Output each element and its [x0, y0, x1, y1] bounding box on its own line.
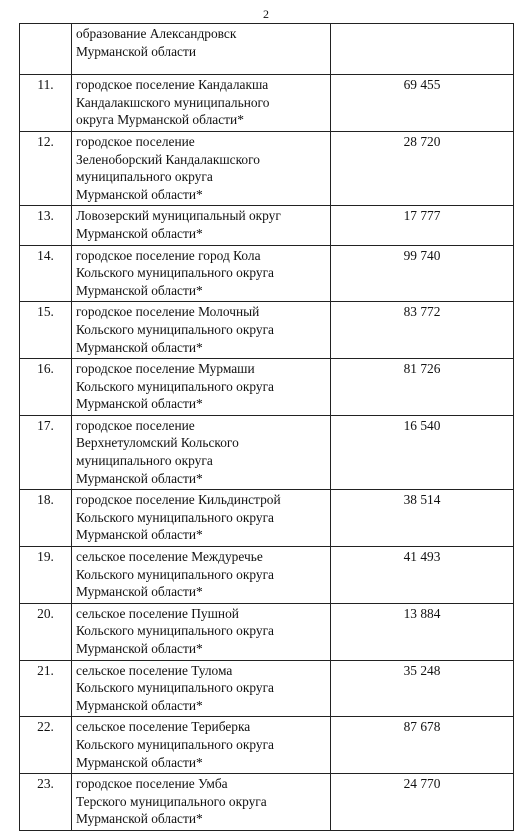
municipality-name-line: Верхнетуломский Кольского	[76, 435, 239, 451]
table-row	[20, 547, 514, 604]
table-row	[20, 660, 514, 717]
table-row	[20, 302, 514, 359]
table-row	[20, 206, 514, 245]
municipality-name	[72, 75, 331, 132]
municipality-name	[72, 774, 331, 831]
population-value: 24 770	[331, 774, 514, 831]
page-number: 2	[263, 7, 269, 21]
municipality-name	[72, 603, 331, 660]
municipality-name-line: сельское поселение Пушной	[76, 605, 239, 621]
municipality-name-line: Кольского муниципального округа	[76, 321, 275, 337]
table-row	[20, 603, 514, 660]
row-number	[20, 24, 72, 75]
municipality-name-line: сельское поселение Междуречье	[76, 549, 263, 565]
row-number: 17.	[20, 415, 72, 489]
municipality-name-line: Кольского муниципального округа	[76, 736, 275, 752]
municipality-name-line: Мурманской области*	[76, 584, 203, 600]
municipality-name-line: Мурманской области*	[76, 282, 203, 298]
table-row	[20, 717, 514, 774]
row-number: 13.	[20, 206, 72, 245]
table-row	[20, 24, 514, 75]
municipality-name-line: Мурманской области*	[76, 527, 203, 543]
municipality-name-line: Мурманской области	[76, 43, 196, 59]
table-row	[20, 490, 514, 547]
municipality-name-line: городское поселение город Кола	[76, 247, 261, 263]
population-value: 99 740	[331, 245, 514, 302]
municipality-name-line: Мурманской области*	[76, 186, 203, 202]
municipality-name-line: городское поселение Умба	[76, 776, 228, 792]
municipality-name-line: Кольского муниципального округа	[76, 566, 275, 582]
municipality-name	[72, 717, 331, 774]
row-number: 15.	[20, 302, 72, 359]
municipality-name-line: Зеленоборский Кандалакшского	[76, 151, 260, 167]
row-number: 23.	[20, 774, 72, 831]
table-row	[20, 75, 514, 132]
municipality-name-line: сельское поселение Териберка	[76, 719, 251, 735]
municipality-name-line: Кольского муниципального округа	[76, 509, 275, 525]
municipality-name	[72, 245, 331, 302]
municipality-name-line: Кольского муниципального округа	[76, 680, 275, 696]
municipality-name-line: городское поселение Кильдинстрой	[76, 492, 281, 508]
population-value	[331, 24, 514, 75]
row-number: 16.	[20, 359, 72, 416]
municipality-name	[72, 302, 331, 359]
municipality-name-line: Мурманской области*	[76, 225, 203, 241]
municipality-name	[72, 359, 331, 416]
municipality-name-line: городское поселение Мурмаши	[76, 361, 255, 377]
population-value: 41 493	[331, 547, 514, 604]
municipality-name-line: городское поселение Молочный	[76, 304, 260, 320]
municipality-name-line: Ловозерский муниципальный округ	[76, 208, 281, 224]
population-value: 81 726	[331, 359, 514, 416]
municipality-name	[72, 24, 331, 75]
municipality-name	[72, 547, 331, 604]
municipality-name	[72, 660, 331, 717]
municipality-name	[72, 206, 331, 245]
population-value: 69 455	[331, 75, 514, 132]
table-row	[20, 131, 514, 205]
table-row	[20, 245, 514, 302]
municipality-name	[72, 415, 331, 489]
municipality-name-line: городское поселение Кандалакша	[76, 77, 269, 93]
row-number: 20.	[20, 603, 72, 660]
municipality-name-line: Мурманской области*	[76, 339, 203, 355]
municipality-name-line: городское поселение	[76, 133, 195, 149]
population-value: 13 884	[331, 603, 514, 660]
municipality-name-line: Мурманской области*	[76, 396, 203, 412]
municipalities-table	[19, 23, 514, 831]
row-number: 11.	[20, 75, 72, 132]
municipality-name-line: Мурманской области*	[76, 697, 203, 713]
row-number: 18.	[20, 490, 72, 547]
row-number: 12.	[20, 131, 72, 205]
municipality-name-line: Терского муниципального округа	[76, 793, 267, 809]
municipality-name-line: Кольского муниципального округа	[76, 623, 275, 639]
municipality-name	[72, 490, 331, 547]
municipality-name-line: Мурманской области*	[76, 811, 203, 827]
municipality-name-line: Кольского муниципального округа	[76, 265, 275, 281]
population-value: 17 777	[331, 206, 514, 245]
municipality-name-line: муниципального округа	[76, 169, 213, 185]
municipality-name-line: городское поселение	[76, 417, 195, 433]
municipality-name-line: муниципального округа	[76, 453, 213, 469]
municipality-name-line: Мурманской области*	[76, 754, 203, 770]
municipality-name-line: Мурманской области*	[76, 641, 203, 656]
municipality-name-line: Кандалакшского муниципального	[76, 94, 270, 110]
population-value: 87 678	[331, 717, 514, 774]
population-value: 35 248	[331, 660, 514, 717]
population-value: 38 514	[331, 490, 514, 547]
municipality-name-line: округа Мурманской области*	[76, 112, 244, 128]
row-number: 19.	[20, 547, 72, 604]
row-number: 22.	[20, 717, 72, 774]
municipality-name-line: Мурманской области*	[76, 470, 203, 486]
table-row	[20, 774, 514, 831]
municipality-name	[72, 131, 331, 205]
population-value: 83 772	[331, 302, 514, 359]
municipality-name-line: образование Александровск	[76, 26, 237, 41]
population-value: 28 720	[331, 131, 514, 205]
municipality-name-line: сельское поселение Тулома	[76, 662, 233, 678]
table-body	[20, 24, 514, 831]
municipality-name-line: Кольского муниципального округа	[76, 378, 275, 394]
row-number: 21.	[20, 660, 72, 717]
row-number: 14.	[20, 245, 72, 302]
table-row	[20, 415, 514, 489]
population-value: 16 540	[331, 415, 514, 489]
table-row	[20, 359, 514, 416]
